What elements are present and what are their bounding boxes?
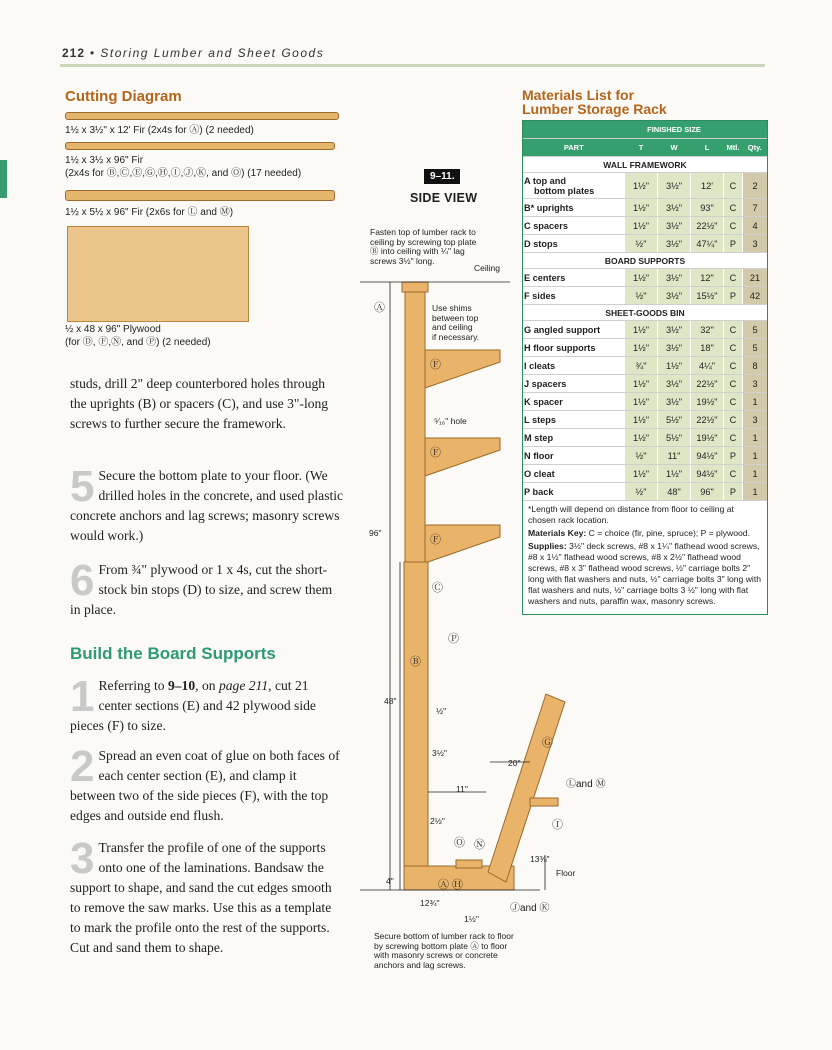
figure-title: SIDE VIEW — [410, 191, 478, 205]
bottom-note-line: with masonry screws or concrete — [374, 950, 498, 960]
step-text — [70, 672, 345, 736]
supplies-text: 3½" deck screws, #8 x 1¼" flathead wood screws, #8 x 1½" flathead wood screws, #8 x 2½" flathead wood screws, #8 x 3" flathead wood screws, ½" carriage bolts 2" long with flat washers and nuts, ½" carriage bolts 3" long with flat washers and nuts, ½" carriage bolts 3 ½" long with flat washers and nuts, paraffin wax, masonry screws. — [528, 541, 762, 606]
dim-1half: 1½" — [464, 914, 479, 924]
cell-t: ½" — [625, 447, 658, 465]
cell-part-line1: A top and — [524, 175, 567, 186]
th-blank — [743, 121, 768, 139]
th-blank — [523, 121, 625, 139]
cell-mtl: C — [724, 465, 743, 483]
step-number: 6 — [70, 556, 95, 605]
paragraph-text: studs, drill 2" deep counterbored holes through the uprights (B) or spacers (C), and use 3"-long screws to further secure the framework. — [70, 376, 329, 431]
cell-t: ½" — [625, 287, 658, 305]
cell-mtl: C — [724, 411, 743, 429]
step-text-b: , on — [195, 678, 219, 693]
cell-part: C spacers — [523, 217, 625, 235]
page-number: 212 — [62, 46, 86, 60]
cell-mtl: P — [724, 447, 743, 465]
section-label: BOARD SUPPORTS — [523, 253, 767, 269]
bottom-note-line: Secure bottom of lumber rack to floor — [374, 931, 514, 941]
top-note-line: screws 3½" long. — [370, 255, 435, 266]
header-bullet: • — [89, 46, 96, 60]
section-name: Storing Lumber and Sheet Goods — [100, 46, 325, 60]
cleat — [456, 860, 482, 868]
cell-l: 94½" — [691, 465, 724, 483]
materials-key-label: Materials Key: — [528, 528, 587, 538]
step-text-c: , cut 21 center sections (E) and 42 plywood side pieces (F) to size. — [70, 678, 316, 733]
cell-w: 3½" — [658, 217, 691, 235]
cell-w: 3½" — [658, 173, 691, 199]
cell-mtl: C — [724, 269, 743, 287]
cell-l: 94½" — [691, 447, 724, 465]
cell-qty: 5 — [743, 339, 768, 357]
section-row — [523, 157, 767, 173]
cell-part: E centers — [523, 269, 625, 287]
cell-t: 1½" — [625, 393, 658, 411]
materials-title-line1: Materials List for — [522, 87, 635, 103]
top-note — [370, 228, 476, 266]
dim-48: 48" — [384, 696, 397, 706]
cell-mtl: C — [724, 357, 743, 375]
table-row — [523, 235, 767, 253]
board-2x6-96 — [65, 190, 335, 201]
th-w: W — [658, 139, 691, 157]
cell-part: K spacer — [523, 393, 625, 411]
cell-qty: 1 — [743, 465, 768, 483]
cell-qty: 3 — [743, 411, 768, 429]
cell-w: 3½" — [658, 375, 691, 393]
step-2 — [70, 742, 345, 826]
cell-mtl: P — [724, 235, 743, 253]
plywood-label-2: (for Ⓓ, Ⓕ,Ⓝ, and Ⓟ) (2 needed) — [65, 337, 211, 348]
part-label-f1: Ⓕ — [430, 359, 441, 371]
cell-qty: 21 — [743, 269, 768, 287]
part-label-p: Ⓟ — [448, 633, 459, 645]
board-label-3: 1½ x 5½ x 96" Fir (2x6s for Ⓛ and Ⓜ) — [65, 207, 234, 218]
header-rule — [60, 64, 765, 67]
cell-qty: 1 — [743, 393, 768, 411]
dim-13: 13⅜" — [530, 854, 550, 864]
page-edge-tab — [0, 160, 7, 198]
cell-t: 1½" — [625, 199, 658, 217]
cell-w: 3½" — [658, 339, 691, 357]
step-text-a: Referring to — [98, 678, 168, 693]
dim-96: 96" — [369, 528, 382, 538]
dim-11: 11" — [456, 784, 468, 794]
top-note-line: Fasten top of lumber rack to — [370, 227, 476, 237]
part-label-f3: Ⓕ — [430, 534, 441, 546]
cell-part: L steps — [523, 411, 625, 429]
angled-support — [488, 694, 565, 882]
cell-l: 96" — [691, 483, 724, 501]
figure-ref: 9–10 — [167, 678, 196, 693]
cell-mtl: P — [724, 287, 743, 305]
cell-part: F sides — [523, 287, 625, 305]
cell-mtl: C — [724, 321, 743, 339]
cell-t: 1½" — [625, 269, 658, 287]
part-label-a: Ⓐ — [374, 302, 385, 314]
cell-part: D stops — [523, 235, 625, 253]
cell-qty: 7 — [743, 199, 768, 217]
page-ref: page 211 — [218, 678, 269, 693]
cell-mtl: C — [724, 339, 743, 357]
cell-t: 1½" — [625, 339, 658, 357]
board-label-2b: (2x4s for Ⓑ,Ⓒ,Ⓔ,Ⓖ,Ⓗ,Ⓘ,Ⓙ,Ⓚ, and Ⓞ) (17 needed) — [65, 168, 302, 179]
side-view-drawing — [360, 270, 600, 930]
part-label-jk: Ⓙand Ⓚ — [510, 903, 550, 914]
section-heading: Build the Board Supports — [70, 644, 276, 663]
cell-part: G angled support — [523, 321, 625, 339]
th-t: T — [625, 139, 658, 157]
cell-w: 1½" — [658, 357, 691, 375]
cell-l: 19½" — [691, 393, 724, 411]
cell-l: 4¼" — [691, 357, 724, 375]
th-blank — [724, 121, 743, 139]
shims-line: and ceiling — [432, 322, 473, 332]
cell-mtl: C — [724, 393, 743, 411]
part-label-c: Ⓒ — [432, 582, 443, 594]
cell-l: 93" — [691, 199, 724, 217]
cell-part: O cleat — [523, 465, 625, 483]
floor-label: Floor — [556, 868, 576, 878]
figure-number: 9–11. — [424, 169, 460, 184]
cell-w: 3½" — [658, 393, 691, 411]
cell-part-line2: bottom plates — [534, 185, 595, 196]
materials-title — [522, 88, 667, 116]
cell-l: 22½" — [691, 411, 724, 429]
dim-4: 4" — [386, 876, 394, 886]
cell-w: 3½" — [658, 321, 691, 339]
cell-part — [523, 173, 625, 199]
cell-w: 48" — [658, 483, 691, 501]
part-label-ah: Ⓐ Ⓗ — [438, 879, 464, 891]
cell-t: 1½" — [625, 465, 658, 483]
dim-3half: 3½" — [432, 748, 447, 758]
cell-qty: 1 — [743, 447, 768, 465]
cell-mtl: C — [724, 173, 743, 199]
materials-key-text: C = choice (fir, pine, spruce); P = plywood. — [586, 528, 750, 538]
step-number: 5 — [70, 462, 95, 511]
table-row — [523, 199, 767, 217]
th-finished-size: FINISHED SIZE — [625, 121, 724, 139]
board-label-1: 1½ x 3½" x 12' Fir (2x4s for Ⓐ) (2 needed) — [65, 125, 254, 136]
cell-l: 32" — [691, 321, 724, 339]
cell-t: ½" — [625, 483, 658, 501]
step-number: 1 — [70, 672, 95, 721]
cutting-diagram-title: Cutting Diagram — [65, 88, 182, 105]
steps — [530, 798, 558, 806]
ceiling-label: Ceiling — [474, 263, 500, 273]
cell-part: I cleats — [523, 357, 625, 375]
cell-mtl: C — [724, 429, 743, 447]
cell-qty: 1 — [743, 483, 768, 501]
table-head-row-2 — [523, 139, 767, 157]
step-1 — [70, 672, 345, 736]
cell-part: B* uprights — [523, 199, 625, 217]
top-note-line: Ⓑ into ceiling with ¼" lag — [370, 246, 465, 256]
step-text: From ¾" plywood or 1 x 4s, cut the short-stock bin stops (D) to size, and screw them in place. — [70, 562, 333, 617]
cell-part: N floor — [523, 447, 625, 465]
cell-qty: 5 — [743, 321, 768, 339]
table-row — [523, 217, 767, 235]
shims-line: Use shims — [432, 303, 472, 313]
part-label-n: Ⓝ — [474, 839, 485, 851]
dim-half: ½" — [436, 706, 447, 716]
cell-qty: 4 — [743, 217, 768, 235]
cell-part: M step — [523, 429, 625, 447]
cell-l: 19½" — [691, 429, 724, 447]
cell-mtl: P — [724, 483, 743, 501]
table-row — [523, 173, 767, 199]
cell-qty: 1 — [743, 429, 768, 447]
cell-qty: 3 — [743, 235, 768, 253]
cell-qty: 3 — [743, 375, 768, 393]
th-l: L — [691, 139, 724, 157]
spacer-column — [404, 562, 428, 878]
cell-l: 12" — [691, 269, 724, 287]
part-label-b: Ⓑ — [410, 656, 421, 668]
step-text: Transfer the profile of one of the supports onto one of the laminations. Bandsaw the support to shape, and sand the cut edges smooth to remove the saw marks. Use this as a template to mark the profile onto the rest of the supports. Cut and sand them to shape. — [70, 840, 332, 955]
th-part: PART — [523, 139, 625, 157]
cell-w: 5½" — [658, 429, 691, 447]
top-note-line: ceiling by screwing top plate — [370, 236, 477, 247]
part-label-lm: Ⓛand Ⓜ — [566, 779, 606, 790]
cell-l: 22½" — [691, 375, 724, 393]
cell-t: 1½" — [625, 173, 658, 199]
dim-12: 12¾" — [420, 898, 440, 908]
cell-l: 15½" — [691, 287, 724, 305]
step-5 — [70, 462, 345, 546]
top-plate — [402, 282, 428, 292]
cell-t: ¾" — [625, 357, 658, 375]
shims-line: if necessary. — [432, 331, 480, 342]
cell-t: 1½" — [625, 375, 658, 393]
part-label-o: Ⓞ — [454, 837, 465, 849]
materials-title-line2: Lumber Storage Rack — [522, 101, 667, 117]
cell-w: 3½" — [658, 199, 691, 217]
dim-2half: 2½" — [430, 816, 445, 826]
plywood-label-1: ½ x 48 x 96" Plywood — [65, 324, 161, 335]
cell-part: J spacers — [523, 375, 625, 393]
th-qty: Qty. — [743, 139, 768, 157]
step-number: 2 — [70, 742, 95, 791]
hole-label: ⁵⁄₁₆" hole — [434, 416, 467, 426]
board-label-2a: 1½ x 3½ x 96" Fir — [65, 155, 144, 166]
board-2x4-96 — [65, 142, 335, 150]
board-2x4-12ft — [65, 112, 339, 120]
shims-note — [432, 304, 479, 342]
part-label-i: Ⓘ — [552, 819, 563, 831]
th-mtl: Mtl. — [724, 139, 743, 157]
cell-t: 1½" — [625, 411, 658, 429]
cell-w: 3½" — [658, 269, 691, 287]
cell-part: H floor supports — [523, 339, 625, 357]
step-text: Secure the bottom plate to your floor. (We drilled holes in the concrete, and used plastic concrete anchors and lag screws; masonry screws would work.) — [70, 468, 344, 543]
cell-w: 11" — [658, 447, 691, 465]
shims-line: between top — [432, 312, 479, 323]
cell-qty: 2 — [743, 173, 768, 199]
section-row — [523, 253, 767, 269]
cell-mtl: C — [724, 217, 743, 235]
cell-t: 1½" — [625, 321, 658, 339]
table-head-row-1 — [523, 121, 767, 139]
running-header — [62, 46, 324, 60]
cell-l: 12' — [691, 173, 724, 199]
cell-qty: 42 — [743, 287, 768, 305]
cell-mtl: C — [724, 375, 743, 393]
step-text: Spread an even coat of glue on both faces of each center section (E), and clamp it between two of the side pieces (F), with the top edges and outside end flush. — [70, 748, 340, 823]
section-label: WALL FRAMEWORK — [523, 157, 767, 173]
step-number: 3 — [70, 834, 95, 883]
cell-qty: 8 — [743, 357, 768, 375]
cell-w: 5½" — [658, 411, 691, 429]
cell-t: 1½" — [625, 429, 658, 447]
supplies-label: Supplies: — [528, 541, 567, 551]
part-label-f2: Ⓕ — [430, 447, 441, 459]
part-label-g: Ⓖ — [542, 737, 553, 749]
bottom-note-line: by screwing bottom plate Ⓐ to floor — [374, 940, 508, 951]
section-label: SHEET-GOODS BIN — [523, 305, 767, 321]
cell-w: 3½" — [658, 235, 691, 253]
bottom-note-line: anchors and lag screws. — [374, 959, 466, 970]
length-note: *Length will depend on distance from floor to ceiling at chosen rack location. — [528, 504, 734, 525]
cell-t: ½" — [625, 235, 658, 253]
bottom-note — [374, 932, 514, 970]
cell-w: 1½" — [658, 465, 691, 483]
step-3 — [70, 834, 345, 958]
cell-l: 22½" — [691, 217, 724, 235]
paragraph-continued — [70, 374, 345, 434]
cell-mtl: C — [724, 199, 743, 217]
cell-part: P back — [523, 483, 625, 501]
cell-w: 3½" — [658, 287, 691, 305]
cell-l: 18" — [691, 339, 724, 357]
step-6 — [70, 556, 345, 620]
cell-l: 47¼" — [691, 235, 724, 253]
plywood-sheet — [67, 226, 249, 322]
cell-t: 1½" — [625, 217, 658, 235]
dim-20: 20" — [508, 758, 521, 768]
